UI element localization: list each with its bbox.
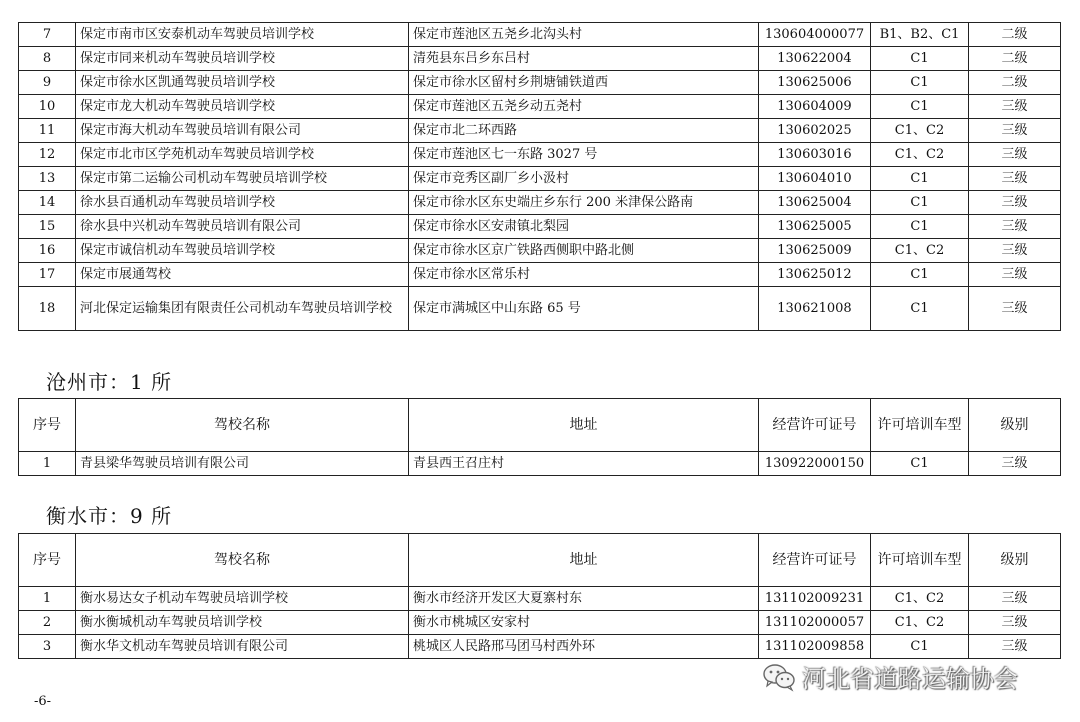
license-number: 130621008 (759, 287, 871, 331)
vehicle-type: C1、C2 (871, 587, 969, 611)
table-row (19, 452, 1061, 476)
school-name: 青县梁华驾驶员培训有限公司 (76, 452, 409, 476)
license-number: 131102000057 (759, 611, 871, 635)
cangzhou-school-table (18, 398, 1061, 476)
row-number: 13 (19, 167, 76, 191)
school-name: 保定市龙大机动车驾驶员培训学校 (76, 95, 409, 119)
school-name: 衡水衡城机动车驾驶员培训学校 (76, 611, 409, 635)
header-license: 经营许可证号 (759, 534, 871, 587)
school-name: 徐水县百通机动车驾驶员培训学校 (76, 191, 409, 215)
license-number: 130922000150 (759, 452, 871, 476)
license-number: 130625006 (759, 71, 871, 95)
school-name: 保定市北市区学苑机动车驾驶员培训学校 (76, 143, 409, 167)
license-number: 130625004 (759, 191, 871, 215)
row-number: 17 (19, 263, 76, 287)
school-level: 二级 (969, 71, 1061, 95)
license-number: 130604000077 (759, 23, 871, 47)
table-row (19, 119, 1061, 143)
school-address: 保定市徐水区留村乡荆塘铺铁道西 (409, 71, 759, 95)
row-number: 14 (19, 191, 76, 215)
row-number: 12 (19, 143, 76, 167)
table-header-row (19, 534, 1061, 587)
school-level: 三级 (969, 239, 1061, 263)
row-number: 1 (19, 587, 76, 611)
school-name: 保定市徐水区凯通驾驶员培训学校 (76, 71, 409, 95)
vehicle-type: C1 (871, 167, 969, 191)
table-row (19, 215, 1061, 239)
school-address: 保定市徐水区东史端庄乡东行 200 米津保公路南 (409, 191, 759, 215)
license-number: 130625009 (759, 239, 871, 263)
row-number: 11 (19, 119, 76, 143)
header-address: 地址 (409, 534, 759, 587)
school-address: 保定市满城区中山东路 65 号 (409, 287, 759, 331)
school-name: 徐水县中兴机动车驾驶员培训有限公司 (76, 215, 409, 239)
table-row (19, 47, 1061, 71)
table-row (19, 71, 1061, 95)
table-row (19, 95, 1061, 119)
vehicle-type: C1 (871, 215, 969, 239)
school-level: 三级 (969, 635, 1061, 659)
table-row (19, 167, 1061, 191)
school-address: 保定市徐水区京广铁路西侧职中路北侧 (409, 239, 759, 263)
vehicle-type: C1 (871, 635, 969, 659)
table-row (19, 23, 1061, 47)
vehicle-type: C1 (871, 263, 969, 287)
table-row (19, 287, 1061, 331)
license-number: 130604009 (759, 95, 871, 119)
vehicle-type: C1、C2 (871, 611, 969, 635)
row-number: 15 (19, 215, 76, 239)
school-address: 清苑县东吕乡东吕村 (409, 47, 759, 71)
watermark (762, 659, 1018, 694)
school-name: 保定市海大机动车驾驶员培训有限公司 (76, 119, 409, 143)
school-name: 保定市诚信机动车驾驶员培训学校 (76, 239, 409, 263)
school-level: 二级 (969, 23, 1061, 47)
license-number: 130622004 (759, 47, 871, 71)
school-name: 河北保定运输集团有限责任公司机动车驾驶员培训学校 (76, 287, 409, 331)
school-name: 保定市南市区安泰机动车驾驶员培训学校 (76, 23, 409, 47)
school-address: 保定市竞秀区副厂乡小汲村 (409, 167, 759, 191)
school-level: 三级 (969, 191, 1061, 215)
table-row (19, 143, 1061, 167)
wechat-icon (762, 662, 796, 692)
hengshui-school-table (18, 533, 1061, 659)
row-number: 2 (19, 611, 76, 635)
license-number: 130625012 (759, 263, 871, 287)
school-name: 保定市展通驾校 (76, 263, 409, 287)
table-row (19, 635, 1061, 659)
school-address: 青县西王召庄村 (409, 452, 759, 476)
vehicle-type: C1 (871, 452, 969, 476)
school-level: 三级 (969, 587, 1061, 611)
license-number: 131102009231 (759, 587, 871, 611)
row-number: 16 (19, 239, 76, 263)
school-address: 保定市莲池区五尧乡动五尧村 (409, 95, 759, 119)
school-address: 桃城区人民路邢马团马村西外环 (409, 635, 759, 659)
row-number: 3 (19, 635, 76, 659)
license-number: 130603016 (759, 143, 871, 167)
header-vehicle: 许可培训车型 (871, 534, 969, 587)
school-name: 保定市第二运输公司机动车驾驶员培训学校 (76, 167, 409, 191)
vehicle-type: C1 (871, 191, 969, 215)
header-license: 经营许可证号 (759, 399, 871, 452)
table-row (19, 191, 1061, 215)
school-level: 三级 (969, 452, 1061, 476)
vehicle-type: C1、C2 (871, 239, 969, 263)
header-level: 级别 (969, 534, 1061, 587)
school-address: 保定市徐水区常乐村 (409, 263, 759, 287)
vehicle-type: C1 (871, 95, 969, 119)
school-address: 保定市徐水区安肃镇北梨园 (409, 215, 759, 239)
license-number: 130604010 (759, 167, 871, 191)
header-name: 驾校名称 (76, 399, 409, 452)
school-name: 衡水华文机动车驾驶员培训有限公司 (76, 635, 409, 659)
hengshui-section-title: 衡水市：9 所 (46, 504, 173, 528)
header-no: 序号 (19, 399, 76, 452)
baoding-school-table (18, 22, 1061, 331)
row-number: 9 (19, 71, 76, 95)
school-address: 保定市莲池区五尧乡北沟头村 (409, 23, 759, 47)
header-name: 驾校名称 (76, 534, 409, 587)
row-number: 1 (19, 452, 76, 476)
school-level: 三级 (969, 215, 1061, 239)
license-number: 131102009858 (759, 635, 871, 659)
school-level: 三级 (969, 95, 1061, 119)
header-address: 地址 (409, 399, 759, 452)
page-number: -6- (34, 694, 52, 709)
header-no: 序号 (19, 534, 76, 587)
school-level: 三级 (969, 167, 1061, 191)
table-row (19, 587, 1061, 611)
license-number: 130625005 (759, 215, 871, 239)
vehicle-type: C1 (871, 287, 969, 331)
vehicle-type: C1、C2 (871, 143, 969, 167)
table-row (19, 263, 1061, 287)
vehicle-type: C1、C2 (871, 119, 969, 143)
vehicle-type: C1 (871, 47, 969, 71)
row-number: 7 (19, 23, 76, 47)
vehicle-type: B1、B2、C1 (871, 23, 969, 47)
school-level: 三级 (969, 611, 1061, 635)
watermark-text: 河北省道路运输协会 (802, 665, 1018, 693)
cangzhou-section-title: 沧州市：1 所 (46, 370, 173, 394)
row-number: 10 (19, 95, 76, 119)
school-name: 保定市同来机动车驾驶员培训学校 (76, 47, 409, 71)
school-level: 三级 (969, 143, 1061, 167)
table-row (19, 239, 1061, 263)
school-name: 衡水易达女子机动车驾驶员培训学校 (76, 587, 409, 611)
header-vehicle: 许可培训车型 (871, 399, 969, 452)
school-address: 保定市莲池区七一东路 3027 号 (409, 143, 759, 167)
school-address: 保定市北二环西路 (409, 119, 759, 143)
school-address: 衡水市经济开发区大夏寨村东 (409, 587, 759, 611)
row-number: 8 (19, 47, 76, 71)
license-number: 130602025 (759, 119, 871, 143)
school-level: 二级 (969, 47, 1061, 71)
school-level: 三级 (969, 119, 1061, 143)
school-level: 三级 (969, 287, 1061, 331)
table-header-row (19, 399, 1061, 452)
header-level: 级别 (969, 399, 1061, 452)
school-address: 衡水市桃城区安家村 (409, 611, 759, 635)
table-row (19, 611, 1061, 635)
row-number: 18 (19, 287, 76, 331)
vehicle-type: C1 (871, 71, 969, 95)
school-level: 三级 (969, 263, 1061, 287)
